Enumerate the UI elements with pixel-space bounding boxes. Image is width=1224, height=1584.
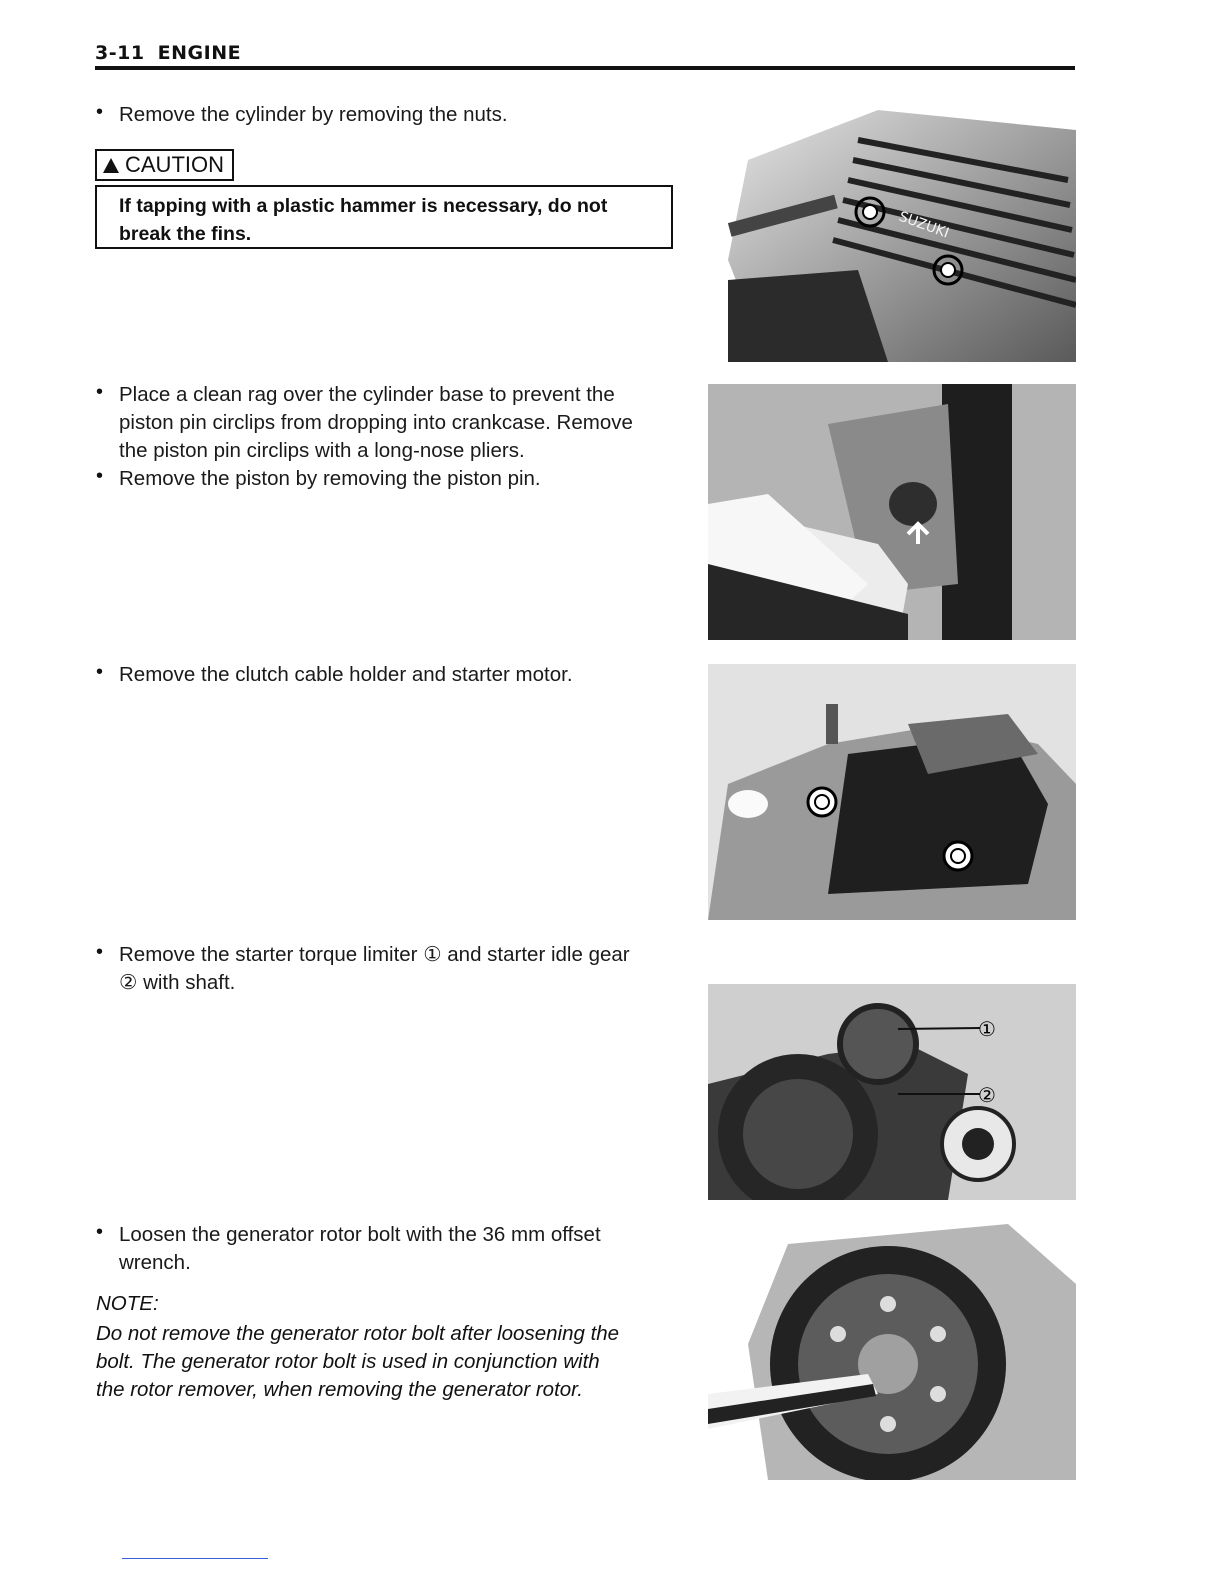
warning-triangle-icon [103, 158, 119, 173]
step-4-text [119, 661, 573, 689]
step-2-line-3: the piston pin circlips with a long-nose pliers. [119, 439, 525, 462]
step-2-line-1: Place a clean rag over the cylinder base to prevent the [119, 383, 615, 406]
section-number: 3-11 [95, 42, 145, 64]
bullet-icon: • [96, 1221, 104, 1243]
caution-label-text: CAUTION [125, 152, 224, 177]
photo-piston [708, 384, 1076, 640]
note-text [96, 1320, 676, 1404]
section-title: ENGINE [157, 42, 242, 64]
step-1-line-1: Remove the cylinder by removing the nuts. [119, 103, 508, 126]
caution-line-1: If tapping with a plastic hammer is necessary, do not [119, 195, 608, 217]
photo-generator-rotor [708, 1224, 1076, 1480]
photo-torque-limiter [708, 984, 1076, 1200]
step-3-line-1: Remove the piston by removing the piston pin. [119, 467, 541, 490]
cylinder-logo-text: SUZUKI [896, 208, 952, 242]
step-5-line-1: Remove the starter torque limiter ① and starter idle gear [119, 943, 630, 966]
step-6-text [119, 1221, 679, 1277]
bullet-icon: • [96, 465, 104, 487]
header-divider [95, 66, 1075, 70]
step-3-text [119, 465, 541, 493]
step-6-line-2: wrench. [119, 1251, 191, 1274]
step-5-line-2: ② with shaft. [119, 971, 236, 994]
step-2-text [119, 381, 679, 465]
step-1-text [119, 101, 508, 129]
step-2-line-2: piston pin circlips from dropping into crankcase. Remove [119, 411, 633, 434]
step-6-line-1: Loosen the generator rotor bolt with the 36 mm offset [119, 1223, 601, 1246]
bullet-icon: • [96, 661, 104, 683]
note-label: NOTE: [96, 1292, 159, 1315]
photo-starter-motor [708, 664, 1076, 920]
photo-cylinder [708, 100, 1076, 362]
callout-2: ② [978, 1083, 996, 1107]
page-header [95, 42, 241, 64]
note-line-3: the rotor remover, when removing the generator rotor. [96, 1378, 583, 1401]
caution-label [95, 149, 234, 181]
callout-1: ① [978, 1017, 996, 1041]
bullet-icon: • [96, 941, 104, 963]
step-4-line-1: Remove the clutch cable holder and starter motor. [119, 663, 573, 686]
caution-line-2: break the fins. [119, 223, 252, 245]
note-line-1: Do not remove the generator rotor bolt after loosening the [96, 1322, 620, 1345]
note-line-2: bolt. The generator rotor bolt is used in conjunction with [96, 1350, 600, 1373]
bullet-icon: • [96, 381, 104, 403]
step-5-text [119, 941, 679, 997]
caution-box [95, 185, 673, 249]
footer-link-underline [122, 1558, 268, 1559]
bullet-icon: • [96, 101, 104, 123]
